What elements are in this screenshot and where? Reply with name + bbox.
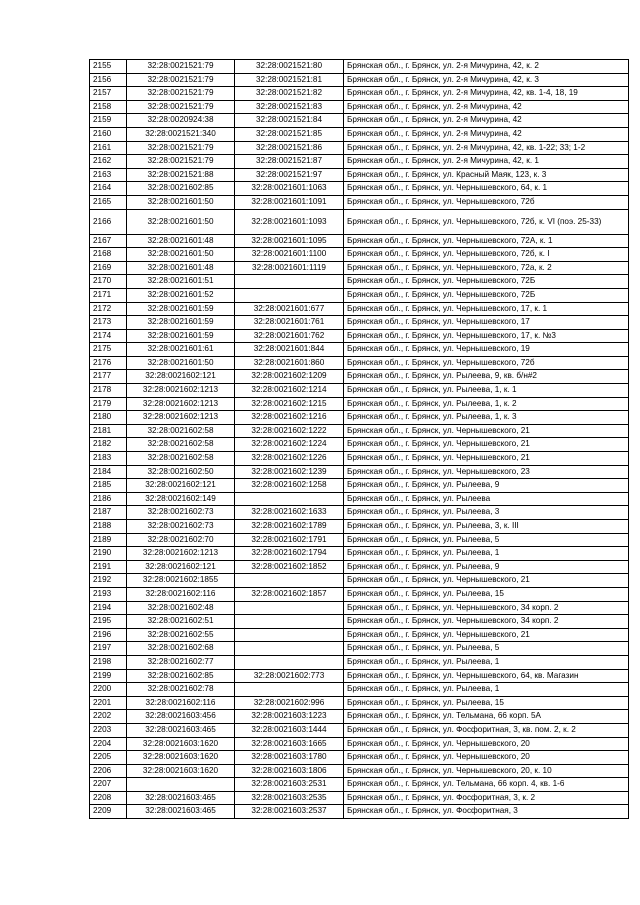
address-cell: Брянская обл., г. Брянск, ул. 2-я Мичурина, 42	[344, 127, 629, 141]
table-row	[90, 127, 629, 141]
table-row	[90, 465, 629, 479]
address-cell: Брянская обл., г. Брянск, ул. Чернышевского, 72Б	[344, 275, 629, 289]
address-cell: Брянская обл., г. Брянск, ул. Чернышевского, 17, к. №3	[344, 329, 629, 343]
cadastral-number-parcel-cell: 32:28:0021603:465	[127, 805, 235, 819]
cadastral-number-object-cell: 32:28:0021601:762	[235, 329, 344, 343]
table-row	[90, 642, 629, 656]
cadastral-number-object-cell	[235, 628, 344, 642]
row-number-cell: 2187	[90, 506, 127, 520]
cadastral-number-parcel-cell: 32:28:0021603:465	[127, 723, 235, 737]
address-cell: Брянская обл., г. Брянск, ул. 2-я Мичурина, 42	[344, 114, 629, 128]
table-row	[90, 764, 629, 778]
registry-table-body	[90, 60, 629, 819]
row-number-cell: 2158	[90, 100, 127, 114]
cadastral-number-object-cell: 32:28:0021601:1063	[235, 182, 344, 196]
table-row	[90, 574, 629, 588]
row-number-cell: 2165	[90, 195, 127, 209]
address-cell: Брянская обл., г. Брянск, ул. Фосфоритная, 3	[344, 805, 629, 819]
cadastral-number-object-cell: 32:28:0021521:84	[235, 114, 344, 128]
table-row	[90, 615, 629, 629]
cadastral-number-object-cell	[235, 574, 344, 588]
address-cell: Брянская обл., г. Брянск, ул. Рылеева, 9	[344, 479, 629, 493]
row-number-cell: 2198	[90, 655, 127, 669]
cadastral-number-parcel-cell: 32:28:0021521:79	[127, 73, 235, 87]
cadastral-number-parcel-cell: 32:28:0021602:85	[127, 669, 235, 683]
cadastral-number-parcel-cell: 32:28:0021602:68	[127, 642, 235, 656]
table-row	[90, 805, 629, 819]
cadastral-number-object-cell: 32:28:0021603:2531	[235, 778, 344, 792]
row-number-cell: 2163	[90, 168, 127, 182]
row-number-cell: 2190	[90, 547, 127, 561]
table-row	[90, 696, 629, 710]
cadastral-number-object-cell: 32:28:0021601:844	[235, 343, 344, 357]
cadastral-number-parcel-cell: 32:28:0021603:1620	[127, 751, 235, 765]
cadastral-number-object-cell: 32:28:0021521:83	[235, 100, 344, 114]
cadastral-number-parcel-cell: 32:28:0021521:88	[127, 168, 235, 182]
cadastral-number-parcel-cell: 32:28:0021601:59	[127, 316, 235, 330]
cadastral-number-parcel-cell: 32:28:0021602:121	[127, 560, 235, 574]
row-number-cell: 2166	[90, 209, 127, 234]
address-cell: Брянская обл., г. Брянск, ул. Рылеева, 1, к. 2	[344, 397, 629, 411]
cadastral-number-parcel-cell: 32:28:0021601:59	[127, 329, 235, 343]
cadastral-number-object-cell: 32:28:0021602:1215	[235, 397, 344, 411]
cadastral-number-parcel-cell: 32:28:0021602:1213	[127, 411, 235, 425]
address-cell: Брянская обл., г. Брянск, ул. Чернышевского, 20, к. 10	[344, 764, 629, 778]
cadastral-number-parcel-cell: 32:28:0021601:50	[127, 195, 235, 209]
table-row	[90, 601, 629, 615]
row-number-cell: 2206	[90, 764, 127, 778]
cadastral-number-object-cell: 32:28:0021521:86	[235, 141, 344, 155]
cadastral-number-object-cell: 32:28:0021602:1633	[235, 506, 344, 520]
row-number-cell: 2184	[90, 465, 127, 479]
row-number-cell: 2200	[90, 683, 127, 697]
address-cell: Брянская обл., г. Брянск, ул. Чернышевского, 34 корп. 2	[344, 615, 629, 629]
row-number-cell: 2182	[90, 438, 127, 452]
cadastral-number-parcel-cell: 32:28:0021602:116	[127, 587, 235, 601]
table-row	[90, 751, 629, 765]
table-row	[90, 452, 629, 466]
address-cell: Брянская обл., г. Брянск, ул. 2-я Мичурина, 42	[344, 100, 629, 114]
cadastral-number-object-cell: 32:28:0021601:1095	[235, 234, 344, 248]
cadastral-number-object-cell: 32:28:0021521:87	[235, 155, 344, 169]
address-cell: Брянская обл., г. Брянск, ул. Рылеева, 1, к. 1	[344, 384, 629, 398]
cadastral-number-object-cell: 32:28:0021603:2535	[235, 791, 344, 805]
row-number-cell: 2168	[90, 248, 127, 262]
address-cell: Брянская обл., г. Брянск, ул. Красный Маяк, 123, к. 3	[344, 168, 629, 182]
cadastral-number-parcel-cell: 32:28:0021602:121	[127, 370, 235, 384]
row-number-cell: 2177	[90, 370, 127, 384]
cadastral-number-parcel-cell: 32:28:0021602:78	[127, 683, 235, 697]
address-cell: Брянская обл., г. Брянск, ул. Чернышевского, 21	[344, 438, 629, 452]
address-cell: Брянская обл., г. Брянск, ул. Рылеева, 5	[344, 642, 629, 656]
address-cell: Брянская обл., г. Брянск, ул. Рылеева, 3	[344, 506, 629, 520]
table-row	[90, 60, 629, 74]
cadastral-number-parcel-cell: 32:28:0021602:1213	[127, 384, 235, 398]
table-row	[90, 209, 629, 234]
address-cell: Брянская обл., г. Брянск, ул. Чернышевского, 20	[344, 737, 629, 751]
cadastral-number-object-cell	[235, 601, 344, 615]
row-number-cell: 2199	[90, 669, 127, 683]
address-cell: Брянская обл., г. Брянск, ул. Рылеева, 1	[344, 655, 629, 669]
address-cell: Брянская обл., г. Брянск, ул. Чернышевского, 21	[344, 628, 629, 642]
address-cell: Брянская обл., г. Брянск, ул. Чернышевского, 72А, к. 1	[344, 234, 629, 248]
row-number-cell: 2173	[90, 316, 127, 330]
table-row	[90, 424, 629, 438]
table-row	[90, 234, 629, 248]
address-cell: Брянская обл., г. Брянск, ул. 2-я Мичурина, 42, кв. 1-22; 33; 1-2	[344, 141, 629, 155]
row-number-cell: 2209	[90, 805, 127, 819]
cadastral-number-object-cell: 32:28:0021521:80	[235, 60, 344, 74]
table-row	[90, 329, 629, 343]
address-cell: Брянская обл., г. Брянск, ул. Чернышевского, 19	[344, 343, 629, 357]
cadastral-number-object-cell: 32:28:0021602:1791	[235, 533, 344, 547]
row-number-cell: 2195	[90, 615, 127, 629]
row-number-cell: 2171	[90, 288, 127, 302]
address-cell: Брянская обл., г. Брянск, ул. Чернышевского, 23	[344, 465, 629, 479]
row-number-cell: 2204	[90, 737, 127, 751]
cadastral-number-parcel-cell: 32:28:0021602:149	[127, 492, 235, 506]
address-cell: Брянская обл., г. Брянск, ул. Чернышевского, 64, к. 1	[344, 182, 629, 196]
address-cell: Брянская обл., г. Брянск, ул. Чернышевского, 72б	[344, 195, 629, 209]
cadastral-number-parcel-cell: 32:28:0021603:456	[127, 710, 235, 724]
cadastral-number-parcel-cell: 32:28:0021521:79	[127, 60, 235, 74]
table-row	[90, 288, 629, 302]
table-row	[90, 195, 629, 209]
cadastral-number-parcel-cell: 32:28:0021601:50	[127, 248, 235, 262]
cadastral-number-parcel-cell: 32:28:0021602:121	[127, 479, 235, 493]
table-row	[90, 492, 629, 506]
address-cell: Брянская обл., г. Брянск, ул. 2-я Мичурина, 42, кв. 1-4, 18, 19	[344, 87, 629, 101]
address-cell: Брянская обл., г. Брянск, ул. 2-я Мичурина, 42, к. 2	[344, 60, 629, 74]
cadastral-number-object-cell	[235, 275, 344, 289]
table-row	[90, 710, 629, 724]
cadastral-number-object-cell: 32:28:0021601:1119	[235, 261, 344, 275]
cadastral-number-parcel-cell: 32:28:0021521:79	[127, 87, 235, 101]
address-cell: Брянская обл., г. Брянск, ул. Чернышевского, 21	[344, 424, 629, 438]
cadastral-number-parcel-cell: 32:28:0021602:116	[127, 696, 235, 710]
table-row	[90, 438, 629, 452]
cadastral-number-parcel-cell: 32:28:0021601:48	[127, 261, 235, 275]
table-row	[90, 479, 629, 493]
row-number-cell: 2203	[90, 723, 127, 737]
cadastral-number-object-cell: 32:28:0021602:1857	[235, 587, 344, 601]
cadastral-number-parcel-cell	[127, 778, 235, 792]
cadastral-number-parcel-cell: 32:28:0020924:38	[127, 114, 235, 128]
cadastral-number-object-cell: 32:28:0021521:82	[235, 87, 344, 101]
cadastral-number-object-cell: 32:28:0021603:2537	[235, 805, 344, 819]
address-cell: Брянская обл., г. Брянск, ул. Чернышевского, 72б, к. VI (поэ. 25-33)	[344, 209, 629, 234]
row-number-cell: 2172	[90, 302, 127, 316]
cadastral-number-parcel-cell: 32:28:0021602:70	[127, 533, 235, 547]
table-row	[90, 737, 629, 751]
table-row	[90, 100, 629, 114]
table-row	[90, 520, 629, 534]
row-number-cell: 2164	[90, 182, 127, 196]
address-cell: Брянская обл., г. Брянск, ул. Чернышевского, 72б	[344, 356, 629, 370]
cadastral-number-object-cell: 32:28:0021602:1852	[235, 560, 344, 574]
table-row	[90, 73, 629, 87]
row-number-cell: 2192	[90, 574, 127, 588]
cadastral-number-object-cell: 32:28:0021601:860	[235, 356, 344, 370]
row-number-cell: 2178	[90, 384, 127, 398]
cadastral-number-parcel-cell: 32:28:0021521:340	[127, 127, 235, 141]
address-cell: Брянская обл., г. Брянск, ул. Тельмана, 66 корп. 5А	[344, 710, 629, 724]
row-number-cell: 2176	[90, 356, 127, 370]
cadastral-number-parcel-cell: 32:28:0021603:1620	[127, 737, 235, 751]
cadastral-number-object-cell: 32:28:0021603:1780	[235, 751, 344, 765]
cadastral-number-object-cell: 32:28:0021602:1789	[235, 520, 344, 534]
table-row	[90, 655, 629, 669]
cadastral-number-object-cell: 32:28:0021601:677	[235, 302, 344, 316]
table-row	[90, 723, 629, 737]
row-number-cell: 2181	[90, 424, 127, 438]
cadastral-number-parcel-cell: 32:28:0021601:48	[127, 234, 235, 248]
cadastral-number-parcel-cell: 32:28:0021601:50	[127, 356, 235, 370]
table-row	[90, 778, 629, 792]
row-number-cell: 2193	[90, 587, 127, 601]
table-row	[90, 791, 629, 805]
row-number-cell: 2197	[90, 642, 127, 656]
address-cell: Брянская обл., г. Брянск, ул. Рылеева, 1, к. 3	[344, 411, 629, 425]
cadastral-number-object-cell: 32:28:0021601:1093	[235, 209, 344, 234]
row-number-cell: 2207	[90, 778, 127, 792]
row-number-cell: 2183	[90, 452, 127, 466]
cadastral-number-object-cell: 32:28:0021601:1091	[235, 195, 344, 209]
table-row	[90, 683, 629, 697]
table-row	[90, 316, 629, 330]
table-row	[90, 114, 629, 128]
cadastral-number-parcel-cell: 32:28:0021602:58	[127, 438, 235, 452]
cadastral-number-object-cell: 32:28:0021603:1444	[235, 723, 344, 737]
table-row	[90, 397, 629, 411]
cadastral-number-parcel-cell: 32:28:0021603:1620	[127, 764, 235, 778]
cadastral-number-object-cell: 32:28:0021602:773	[235, 669, 344, 683]
cadastral-number-object-cell: 32:28:0021602:1224	[235, 438, 344, 452]
address-cell: Брянская обл., г. Брянск, ул. Рылеева, 3, к. III	[344, 520, 629, 534]
table-row	[90, 87, 629, 101]
cadastral-number-parcel-cell: 32:28:0021602:58	[127, 452, 235, 466]
row-number-cell: 2191	[90, 560, 127, 574]
table-row	[90, 370, 629, 384]
row-number-cell: 2189	[90, 533, 127, 547]
cadastral-number-object-cell	[235, 683, 344, 697]
address-cell: Брянская обл., г. Брянск, ул. Фосфоритная, 3, к. 2	[344, 791, 629, 805]
cadastral-number-parcel-cell: 32:28:0021601:52	[127, 288, 235, 302]
cadastral-number-object-cell: 32:28:0021601:761	[235, 316, 344, 330]
row-number-cell: 2170	[90, 275, 127, 289]
address-cell: Брянская обл., г. Брянск, ул. Чернышевского, 72Б	[344, 288, 629, 302]
cadastral-number-parcel-cell: 32:28:0021602:51	[127, 615, 235, 629]
cadastral-number-parcel-cell: 32:28:0021602:73	[127, 520, 235, 534]
table-row	[90, 275, 629, 289]
table-row	[90, 168, 629, 182]
cadastral-number-parcel-cell: 32:28:0021602:77	[127, 655, 235, 669]
table-row	[90, 261, 629, 275]
row-number-cell: 2167	[90, 234, 127, 248]
cadastral-number-parcel-cell: 32:28:0021601:59	[127, 302, 235, 316]
row-number-cell: 2157	[90, 87, 127, 101]
cadastral-number-object-cell: 32:28:0021601:1100	[235, 248, 344, 262]
cadastral-number-object-cell: 32:28:0021603:1665	[235, 737, 344, 751]
address-cell: Брянская обл., г. Брянск, ул. Рылеева, 15	[344, 587, 629, 601]
address-cell: Брянская обл., г. Брянск, ул. Чернышевского, 21	[344, 452, 629, 466]
cadastral-number-parcel-cell: 32:28:0021601:50	[127, 209, 235, 234]
table-row	[90, 182, 629, 196]
row-number-cell: 2155	[90, 60, 127, 74]
address-cell: Брянская обл., г. Брянск, ул. Чернышевского, 72б, к. I	[344, 248, 629, 262]
cadastral-number-parcel-cell: 32:28:0021521:79	[127, 100, 235, 114]
row-number-cell: 2196	[90, 628, 127, 642]
cadastral-number-object-cell	[235, 615, 344, 629]
cadastral-number-object-cell: 32:28:0021521:97	[235, 168, 344, 182]
row-number-cell: 2175	[90, 343, 127, 357]
cadastral-number-parcel-cell: 32:28:0021602:85	[127, 182, 235, 196]
address-cell: Брянская обл., г. Брянск, ул. Рылеева, 1	[344, 683, 629, 697]
cadastral-number-parcel-cell: 32:28:0021603:465	[127, 791, 235, 805]
cadastral-number-parcel-cell: 32:28:0021602:1213	[127, 397, 235, 411]
registry-table	[89, 59, 629, 819]
address-cell: Брянская обл., г. Брянск, ул. Чернышевского, 21	[344, 574, 629, 588]
cadastral-number-parcel-cell: 32:28:0021602:73	[127, 506, 235, 520]
address-cell: Брянская обл., г. Брянск, ул. 2-я Мичурина, 42, к. 3	[344, 73, 629, 87]
address-cell: Брянская обл., г. Брянск, ул. Чернышевского, 17	[344, 316, 629, 330]
table-row	[90, 302, 629, 316]
address-cell: Брянская обл., г. Брянск, ул. Рылеева, 9, кв. б/н#2	[344, 370, 629, 384]
row-number-cell: 2159	[90, 114, 127, 128]
row-number-cell: 2162	[90, 155, 127, 169]
address-cell: Брянская обл., г. Брянск, ул. Чернышевского, 34 корп. 2	[344, 601, 629, 615]
address-cell: Брянская обл., г. Брянск, ул. Рылеева, 1	[344, 547, 629, 561]
cadastral-number-object-cell: 32:28:0021603:1223	[235, 710, 344, 724]
table-row	[90, 248, 629, 262]
table-row	[90, 669, 629, 683]
table-row	[90, 141, 629, 155]
cadastral-number-parcel-cell: 32:28:0021602:1213	[127, 547, 235, 561]
address-cell: Брянская обл., г. Брянск, ул. Чернышевского, 20	[344, 751, 629, 765]
cadastral-number-parcel-cell: 32:28:0021602:58	[127, 424, 235, 438]
cadastral-number-parcel-cell: 32:28:0021601:51	[127, 275, 235, 289]
cadastral-number-object-cell	[235, 492, 344, 506]
row-number-cell: 2169	[90, 261, 127, 275]
cadastral-number-parcel-cell: 32:28:0021602:55	[127, 628, 235, 642]
cadastral-number-object-cell: 32:28:0021602:1794	[235, 547, 344, 561]
cadastral-number-object-cell: 32:28:0021602:1239	[235, 465, 344, 479]
table-row	[90, 411, 629, 425]
address-cell: Брянская обл., г. Брянск, ул. Рылеева	[344, 492, 629, 506]
row-number-cell: 2185	[90, 479, 127, 493]
row-number-cell: 2201	[90, 696, 127, 710]
cadastral-number-object-cell: 32:28:0021603:1806	[235, 764, 344, 778]
row-number-cell: 2186	[90, 492, 127, 506]
cadastral-number-object-cell: 32:28:0021602:1216	[235, 411, 344, 425]
row-number-cell: 2188	[90, 520, 127, 534]
cadastral-number-object-cell: 32:28:0021602:1209	[235, 370, 344, 384]
cadastral-number-object-cell: 32:28:0021602:1258	[235, 479, 344, 493]
row-number-cell: 2160	[90, 127, 127, 141]
row-number-cell: 2161	[90, 141, 127, 155]
cadastral-number-object-cell	[235, 642, 344, 656]
table-row	[90, 533, 629, 547]
row-number-cell: 2205	[90, 751, 127, 765]
cadastral-number-object-cell: 32:28:0021521:81	[235, 73, 344, 87]
cadastral-number-object-cell	[235, 655, 344, 669]
row-number-cell: 2194	[90, 601, 127, 615]
row-number-cell: 2156	[90, 73, 127, 87]
row-number-cell: 2180	[90, 411, 127, 425]
address-cell: Брянская обл., г. Брянск, ул. Тельмана, 66 корп. 4, кв. 1-6	[344, 778, 629, 792]
cadastral-number-parcel-cell: 32:28:0021521:79	[127, 141, 235, 155]
cadastral-number-parcel-cell: 32:28:0021602:1855	[127, 574, 235, 588]
cadastral-number-parcel-cell: 32:28:0021602:50	[127, 465, 235, 479]
address-cell: Брянская обл., г. Брянск, ул. Рылеева, 15	[344, 696, 629, 710]
address-cell: Брянская обл., г. Брянск, ул. Чернышевского, 72а, к. 2	[344, 261, 629, 275]
address-cell: Брянская обл., г. Брянск, ул. Чернышевского, 17, к. 1	[344, 302, 629, 316]
table-row	[90, 384, 629, 398]
table-row	[90, 560, 629, 574]
cadastral-number-object-cell: 32:28:0021602:1214	[235, 384, 344, 398]
table-row	[90, 628, 629, 642]
cadastral-number-parcel-cell: 32:28:0021602:48	[127, 601, 235, 615]
address-cell: Брянская обл., г. Брянск, ул. 2-я Мичурина, 42, к. 1	[344, 155, 629, 169]
row-number-cell: 2202	[90, 710, 127, 724]
cadastral-number-parcel-cell: 32:28:0021521:79	[127, 155, 235, 169]
address-cell: Брянская обл., г. Брянск, ул. Чернышевского, 64, кв. Магазин	[344, 669, 629, 683]
cadastral-number-object-cell: 32:28:0021602:1226	[235, 452, 344, 466]
cadastral-number-object-cell: 32:28:0021602:996	[235, 696, 344, 710]
address-cell: Брянская обл., г. Брянск, ул. Рылеева, 5	[344, 533, 629, 547]
address-cell: Брянская обл., г. Брянск, ул. Фосфоритная, 3, кв. пом. 2, к. 2	[344, 723, 629, 737]
table-row	[90, 343, 629, 357]
row-number-cell: 2174	[90, 329, 127, 343]
row-number-cell: 2208	[90, 791, 127, 805]
table-row	[90, 547, 629, 561]
address-cell: Брянская обл., г. Брянск, ул. Рылеева, 9	[344, 560, 629, 574]
cadastral-number-parcel-cell: 32:28:0021601:61	[127, 343, 235, 357]
table-row	[90, 356, 629, 370]
cadastral-number-object-cell	[235, 288, 344, 302]
cadastral-number-object-cell: 32:28:0021602:1222	[235, 424, 344, 438]
table-row	[90, 155, 629, 169]
row-number-cell: 2179	[90, 397, 127, 411]
table-row	[90, 587, 629, 601]
table-row	[90, 506, 629, 520]
cadastral-number-object-cell: 32:28:0021521:85	[235, 127, 344, 141]
